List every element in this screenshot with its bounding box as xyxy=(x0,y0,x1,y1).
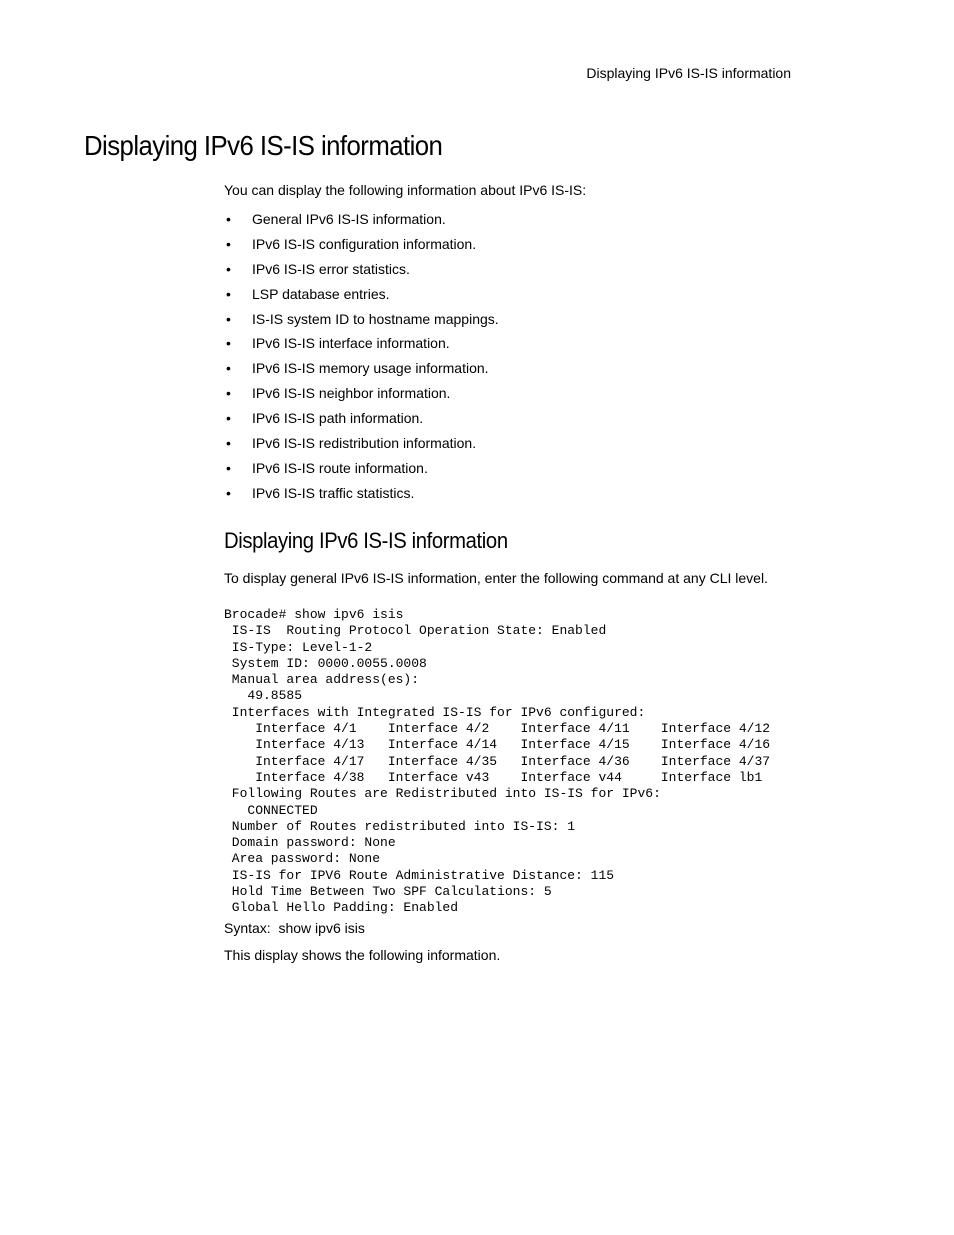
command-intro: To display general IPv6 IS-IS information, enter the following command at any CLI level. xyxy=(224,570,768,586)
section-title: Displaying IPv6 IS-IS information xyxy=(84,130,443,161)
list-item xyxy=(224,209,499,234)
cli-output-line: Global Hello Padding: Enabled xyxy=(224,900,459,916)
cli-output-line: Interface 4/17 Interface 4/35 Interface 4/36 Interface 4/37 xyxy=(224,753,771,769)
cli-output-line: Manual area address(es): xyxy=(224,672,420,688)
list-item xyxy=(224,234,499,259)
cli-output-line: Hold Time Between Two SPF Calculations: 5 xyxy=(224,884,552,900)
running-header: Displaying IPv6 IS-IS information xyxy=(586,65,791,81)
cli-output-line: Interfaces with Integrated IS-IS for IPv6 configured: xyxy=(224,704,646,720)
cli-output-line: IS-Type: Level-1-2 xyxy=(224,639,373,655)
bullet-icon: • xyxy=(226,285,231,302)
bullet-icon: • xyxy=(226,385,231,402)
syntax-command: show ipv6 isis xyxy=(278,920,365,936)
list-item-text: IPv6 IS-IS route information. xyxy=(252,459,428,476)
bullet-icon: • xyxy=(226,360,231,377)
list-item-text: IPv6 IS-IS error statistics. xyxy=(252,260,410,277)
list-item-text: IPv6 IS-IS redistribution information. xyxy=(252,435,477,452)
list-item xyxy=(224,259,499,284)
list-item-text: IPv6 IS-IS traffic statistics. xyxy=(252,484,415,501)
cli-output-line: IS-IS Routing Protocol Operation State: Enabled xyxy=(224,623,607,639)
list-item-text: IPv6 IS-IS configuration information. xyxy=(252,235,477,252)
cli-output-line: 49.8585 xyxy=(224,688,303,704)
bullet-icon: • xyxy=(226,260,231,277)
list-item xyxy=(224,433,499,458)
cli-output-line: Brocade# show ipv6 isis xyxy=(224,607,404,622)
list-item-text: General IPv6 IS-IS information. xyxy=(252,211,446,227)
list-item-text: IPv6 IS-IS interface information. xyxy=(252,335,450,352)
bullet-icon: • xyxy=(226,459,231,476)
cli-output-line: Interface 4/13 Interface 4/14 Interface 4/15 Interface 4/16 xyxy=(224,737,771,753)
cli-output-line: Number of Routes redistributed into IS-IS: 1 xyxy=(224,818,576,834)
list-item xyxy=(224,284,499,309)
list-item-text: IPv6 IS-IS memory usage information. xyxy=(252,360,489,377)
list-item xyxy=(224,358,499,383)
bullet-icon: • xyxy=(226,211,231,227)
list-item-text: IS-IS system ID to hostname mappings. xyxy=(252,310,499,327)
list-item xyxy=(224,458,499,483)
info-bullet-list xyxy=(224,209,499,508)
closing-text: This display shows the following information. xyxy=(224,947,501,963)
cli-output-line: CONNECTED xyxy=(224,802,318,818)
cli-output-line: Following Routes are Redistributed into IS-IS for IPv6: xyxy=(224,786,661,802)
list-item xyxy=(224,333,499,358)
list-item-text: LSP database entries. xyxy=(252,285,390,302)
subsection-title: Displaying IPv6 IS-IS information xyxy=(224,528,508,553)
cli-output-line: IS-IS for IPV6 Route Administrative Distance: 115 xyxy=(224,867,615,883)
cli-output-line: Interface 4/1 Interface 4/2 Interface 4/11 Interface 4/12 xyxy=(224,721,771,737)
bullet-icon: • xyxy=(226,435,231,452)
syntax-label: Syntax: xyxy=(224,920,271,936)
bullet-icon: • xyxy=(226,235,231,252)
list-item xyxy=(224,408,499,433)
bullet-icon: • xyxy=(226,335,231,352)
cli-output-block xyxy=(224,607,770,917)
cli-output-line: Interface 4/38 Interface v43 Interface v44 Interface lb1 xyxy=(224,769,763,785)
list-item xyxy=(224,309,499,334)
cli-output-line: Domain password: None xyxy=(224,835,396,851)
list-item xyxy=(224,383,499,408)
bullet-icon: • xyxy=(226,410,231,427)
section-intro: You can display the following information about IPv6 IS-IS: xyxy=(224,182,587,198)
bullet-icon: • xyxy=(226,310,231,327)
cli-output-line: Area password: None xyxy=(224,851,381,867)
syntax-line xyxy=(224,920,824,936)
bullet-icon: • xyxy=(226,484,231,501)
list-item-text: IPv6 IS-IS path information. xyxy=(252,410,424,427)
cli-output-line: System ID: 0000.0055.0008 xyxy=(224,655,427,671)
list-item xyxy=(224,483,499,508)
list-item-text: IPv6 IS-IS neighbor information. xyxy=(252,385,451,402)
